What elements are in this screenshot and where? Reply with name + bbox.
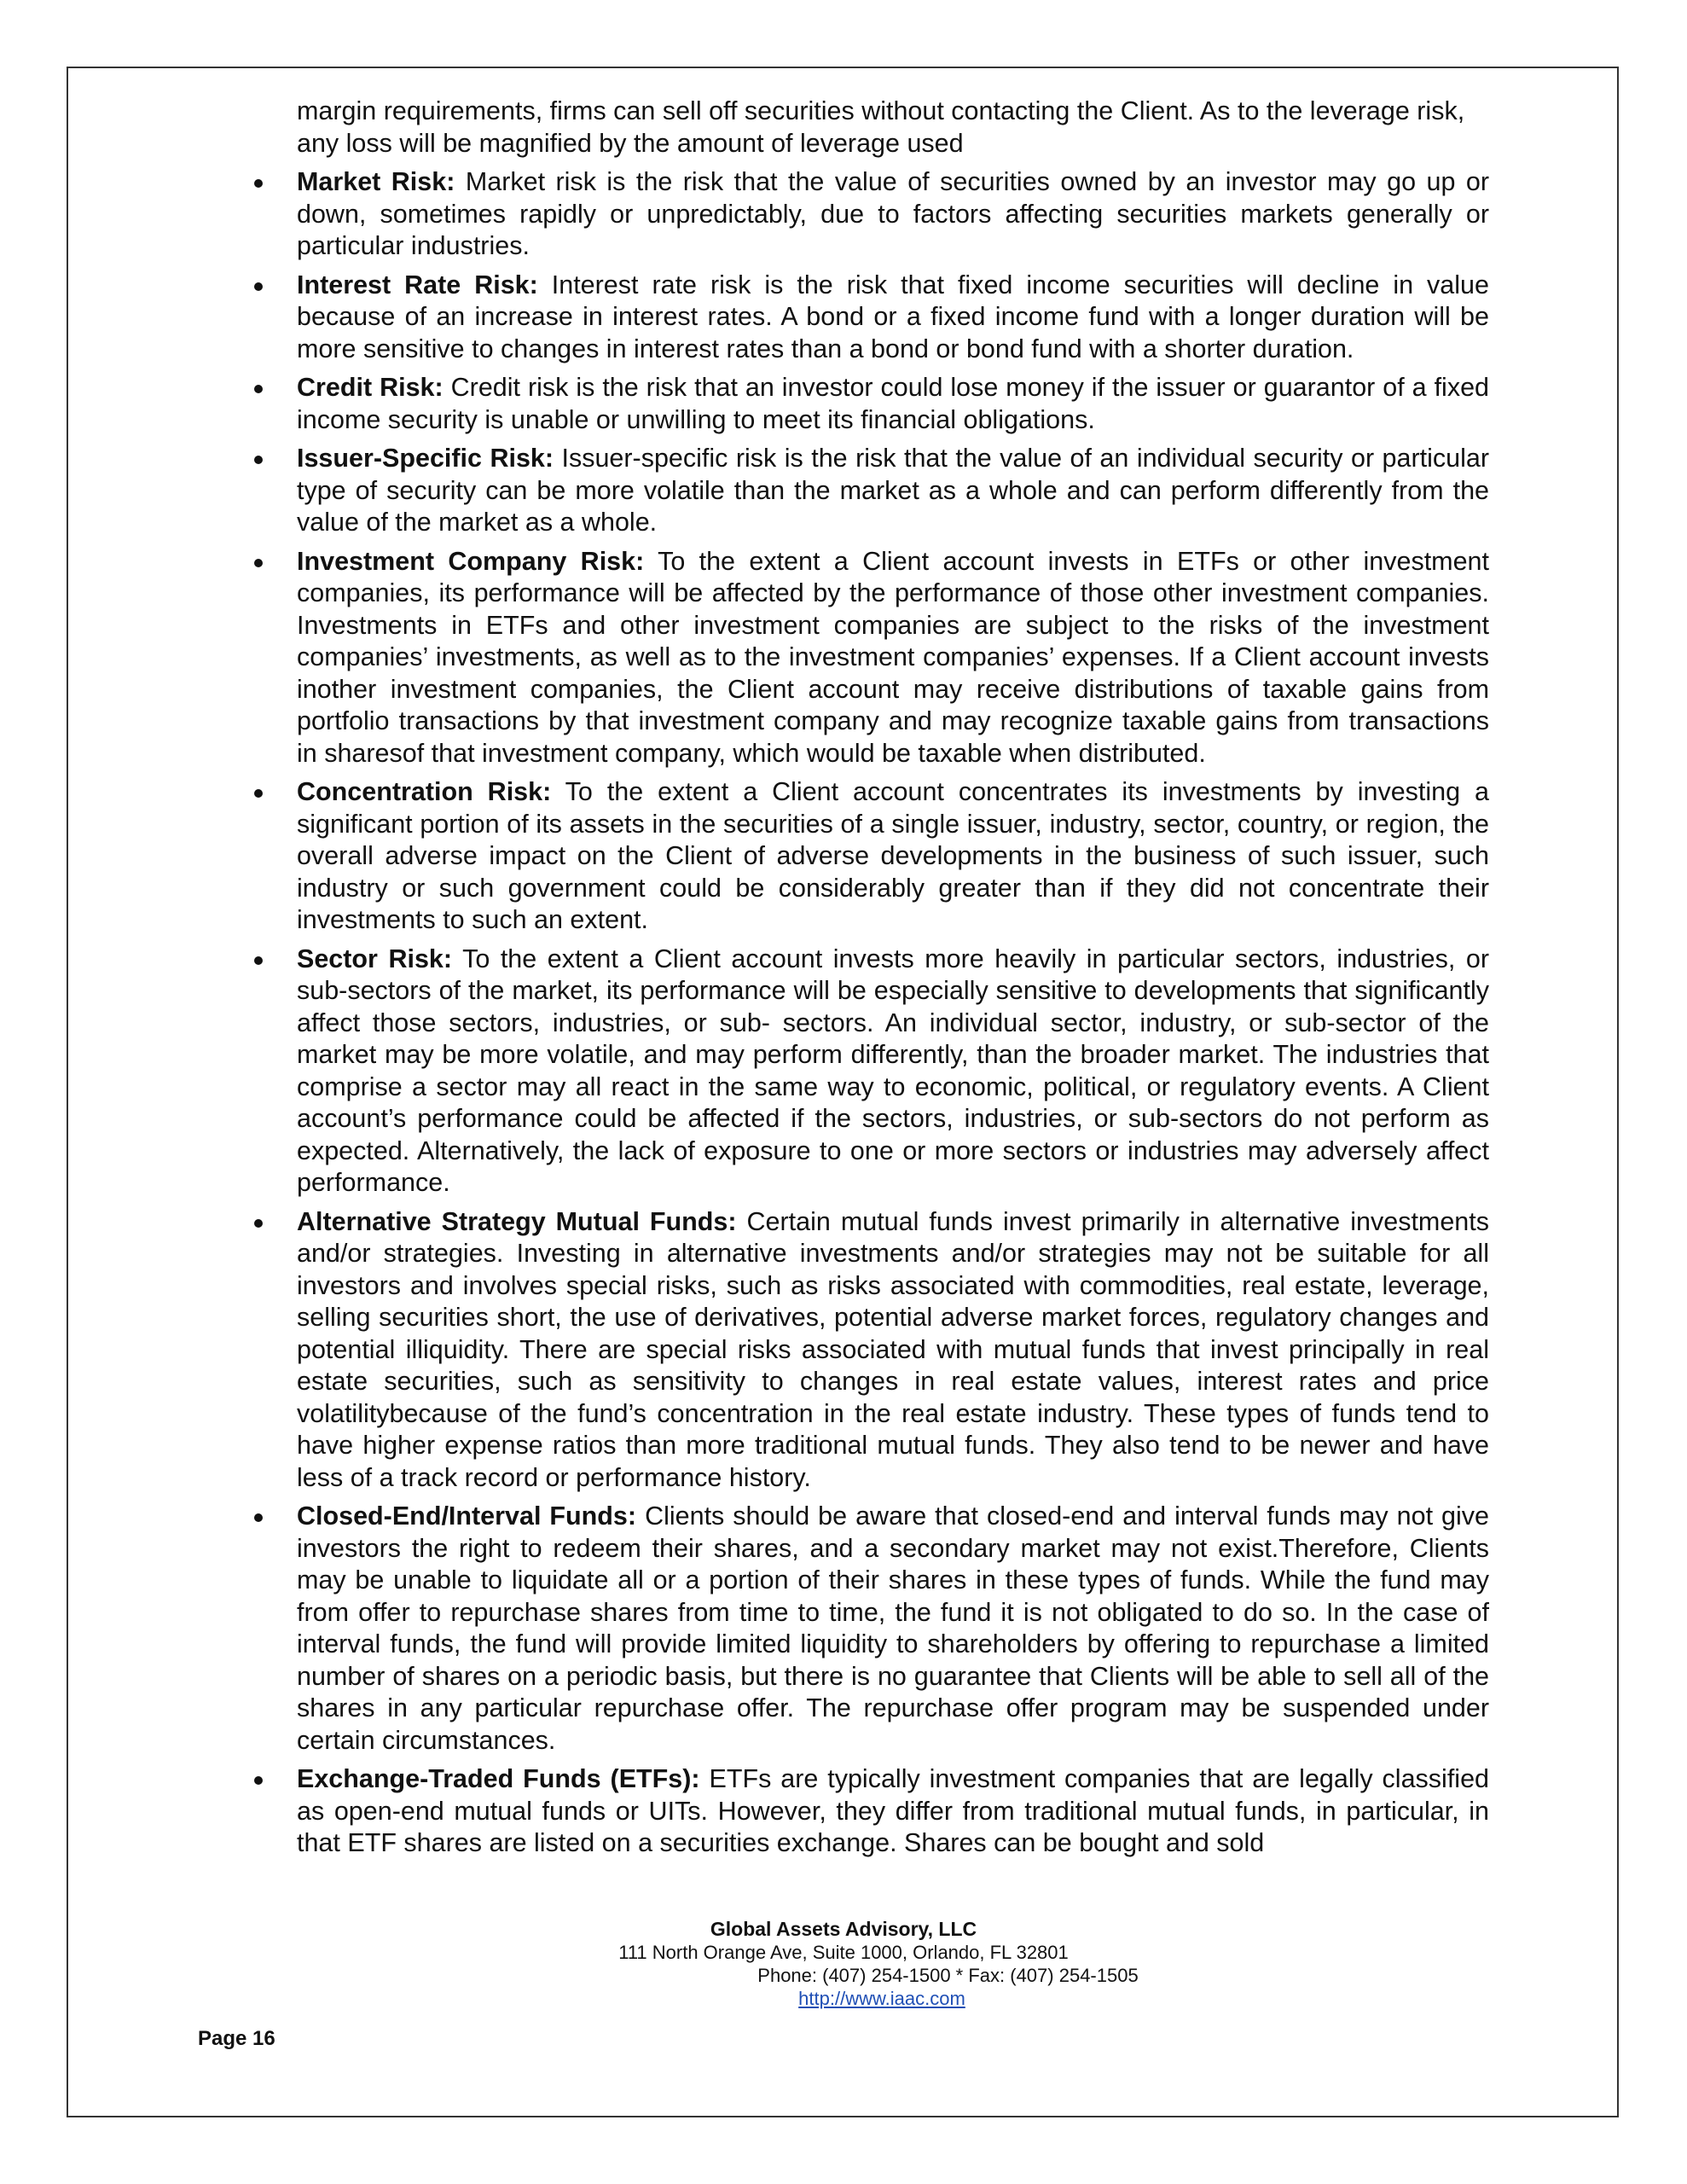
risk-text: Credit risk is the risk that an investor could lose money if the issuer or guarantor of a fixed income security is unable or unwilling to meet its financial obligations. [297, 373, 1489, 434]
risk-term: Investment Company Risk: [297, 546, 645, 576]
risk-text: Certain mutual funds invest primarily in alternative investments and/or strategies. Investing in alternative investments and/or strategies may not be suitable for all investors and involves special risks, such as risks associated with commodities, real estate, leverage, selling securities short, the use of derivatives, potential adverse market forces, regulatory changes and potential illiquidity. There are special risks associated with mutual funds that invest principally in real estate securities, such as sensitivity to changes in real estate values, interest rates and price volatilitybecause of the fund’s concentration in the real estate industry. These types of funds tend to have higher expense ratios than more traditional mutual funds. They also tend to be newer and have less of a track record or performance history. [297, 1206, 1489, 1492]
risk-text: Interest rate risk is the risk that fixed income securities will decline in value because of an increase in interest rates. A bond or a fixed income fund with a longer duration will be more sensitive to changes in interest rates than a bond or bond fund with a shorter duration. [297, 270, 1489, 363]
risk-item-interest-rate [297, 270, 1489, 366]
risk-term: Credit Risk: [297, 373, 443, 402]
risk-item-concentration [297, 776, 1489, 937]
risk-text: ETFs are typically investment companies that are legally classified as open-end mutual funds or UITs. However, they differ from traditional mutual funds, in particular, in that ETF shares are listed on a securities exchange. Shares can be bought and sold [297, 1764, 1489, 1857]
risk-item-issuer-specific [297, 443, 1489, 539]
risk-item-sector [297, 944, 1489, 1199]
risk-term: Issuer-Specific Risk: [297, 444, 554, 473]
risk-item-alternative-strategy [297, 1206, 1489, 1495]
footer-company-name: Global Assets Advisory, LLC [710, 1918, 977, 1940]
risk-term: Closed-End/Interval Funds: [297, 1502, 637, 1531]
risk-term: Concentration Risk: [297, 777, 552, 806]
page-footer [0, 1918, 1687, 2010]
lead-paragraph: margin requirements, firms can sell off securities without contacting the Client. As to the leverage risk, any loss will be magnified by the amount of leverage used [297, 96, 1465, 158]
risk-text: Clients should be aware that closed-end and interval funds may not give investors the right to redeem their shares, and a secondary market may not exist.Therefore, Clients may be unable to liquidate all or a portion of their shares in these types of funds. While the fund may from offer to repurchase shares from time to time, the fund it is not obligated to do so. In the case of interval funds, the fund will provide limited liquidity to shareholders by offering to repurchase a limited number of shares on a periodic basis, but there is no guarantee that Clients will be able to sell all of the shares in any particular repurchase offer. The repurchase offer program may be suspended under certain circumstances. [297, 1502, 1489, 1755]
risk-item-credit [297, 372, 1489, 436]
document-body [297, 96, 1489, 1867]
risk-term: Market Risk: [297, 167, 455, 196]
risk-item-market [297, 166, 1489, 263]
risk-term: Sector Risk: [297, 944, 453, 973]
footer-phone: Phone: (407) 254-1500 * Fax: (407) 254-1505 [757, 1965, 1139, 1986]
risk-term: Interest Rate Risk: [297, 270, 538, 299]
risk-text: Issuer-specific risk is the risk that the value of an individual security or particular type of security can be more volatile than the market as a whole and can perform differently from the value of the market as a whole. [297, 444, 1489, 537]
risk-term: Alternative Strategy Mutual Funds: [297, 1206, 737, 1236]
page-number: Page 16 [198, 2027, 275, 2050]
risk-text: To the extent a Client account concentrates its investments by investing a significant portion of its assets in the securities of a single issuer, industry, sector, country, or region, the overall adverse impact on the Client of adverse developments in the business of such issuer, such industry or such government could be considerably greater than if they did not concentrate their investments to such an extent. [297, 777, 1489, 934]
risk-item-investment-company [297, 546, 1489, 770]
risk-list [297, 166, 1489, 1860]
risk-text: Market risk is the risk that the value of securities owned by an investor may go up or down, sometimes rapidly or unpredictably, due to factors affecting securities markets generally or particular industries. [297, 167, 1489, 260]
risk-text: To the extent a Client account invests in ETFs or other investment companies, its performance will be affected by the performance of those other investment companies. Investments in ETFs and other investment companies are subject to the risks of the investment companies’ investments, as well as to the investment companies’ expenses. If a Client account invests inother investment companies, the Client account may receive distributions of taxable gains from portfolio transactions by that investment company and may recognize taxable gains from transactions in sharesof that investment company, which would be taxable when distributed. [297, 546, 1489, 768]
risk-text: To the extent a Client account invests more heavily in particular sectors, industries, or sub-sectors of the market, its performance will be especially sensitive to developments that significantly affect those sectors, industries, or sub- sectors. An individual sector, industry, or sub-sector of the market may be more volatile, and may perform differently, than the broader market. The industries that comprise a sector may all react in the same way to economic, political, or regulatory events. A Client account’s performance could be affected if the sectors, industries, or sub-sectors do not perform as expected. Alternatively, the lack of exposure to one or more sectors or industries may adversely affect performance. [297, 944, 1490, 1197]
risk-term: Exchange-Traded Funds (ETFs): [297, 1764, 700, 1793]
footer-website-link[interactable]: http://www.iaac.com [798, 1988, 965, 2009]
footer-address: 111 North Orange Ave, Suite 1000, Orlando, FL 32801 [618, 1942, 1069, 1963]
risk-item-closed-end-interval [297, 1501, 1489, 1757]
risk-item-etfs [297, 1763, 1489, 1860]
